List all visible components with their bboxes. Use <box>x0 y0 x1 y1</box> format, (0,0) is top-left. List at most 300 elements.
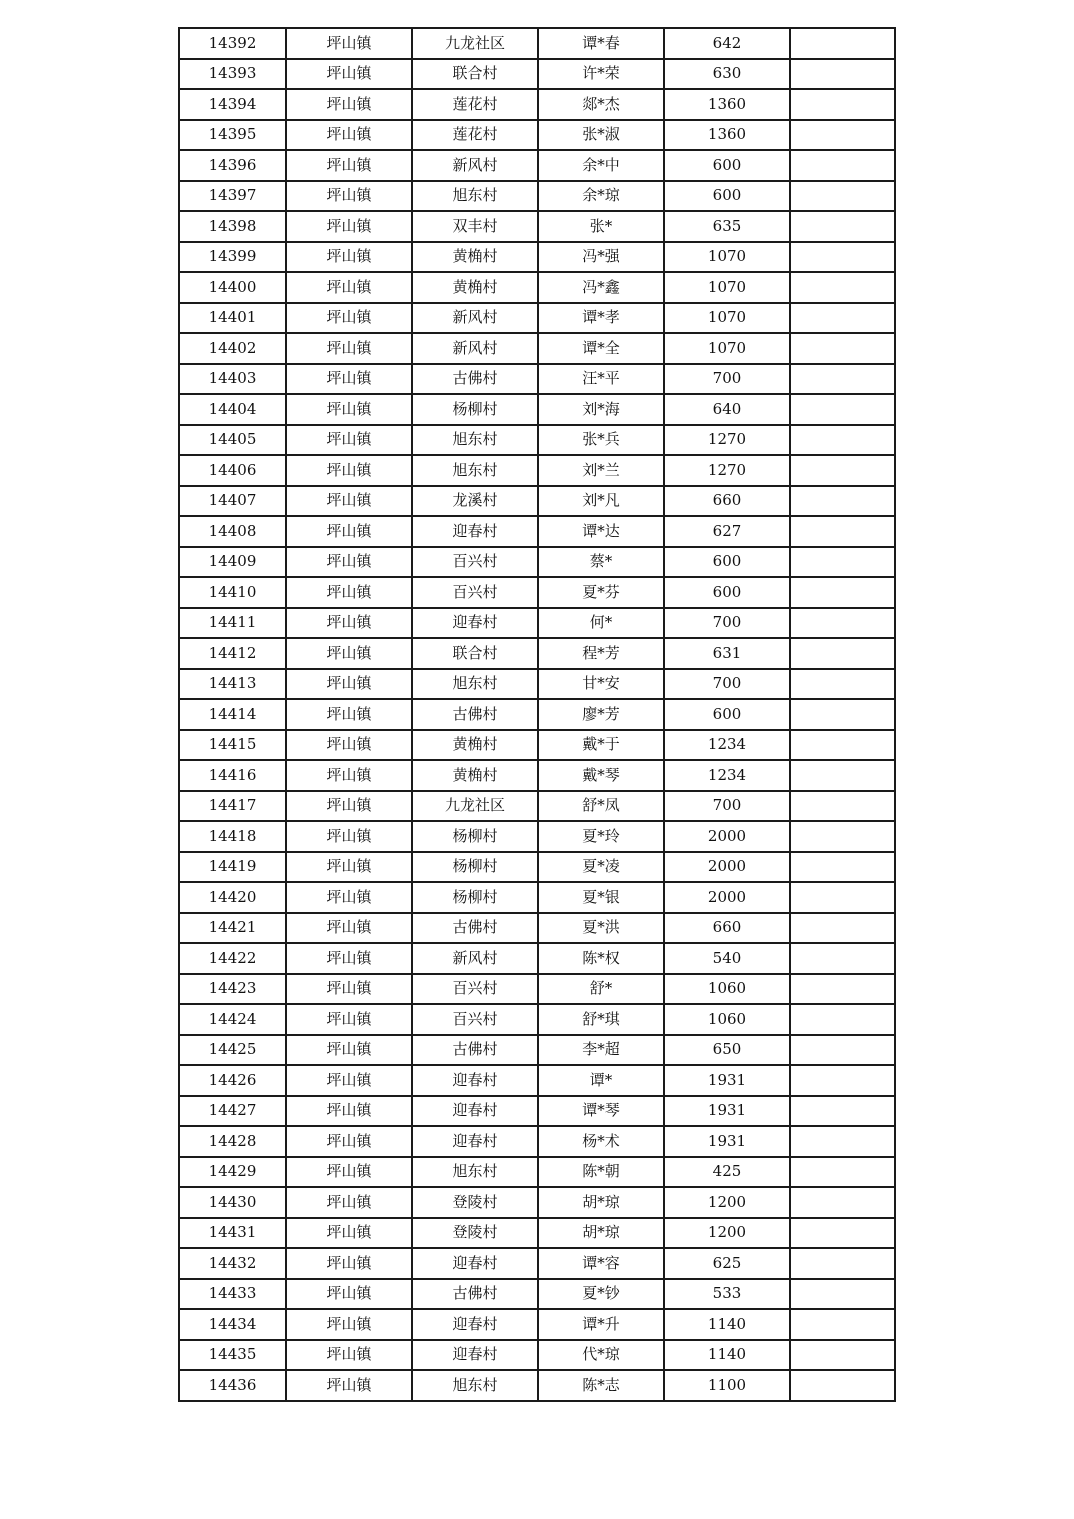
cell-village: 百兴村 <box>412 577 538 608</box>
table-row <box>179 150 895 181</box>
cell-serial-number: 14393 <box>179 59 286 90</box>
cell-note <box>790 547 895 578</box>
cell-town: 坪山镇 <box>286 1065 412 1096</box>
cell-serial-number: 14432 <box>179 1248 286 1279</box>
cell-serial-number: 14401 <box>179 303 286 334</box>
cell-town: 坪山镇 <box>286 211 412 242</box>
cell-village: 杨柳村 <box>412 394 538 425</box>
table-row <box>179 272 895 303</box>
cell-amount: 660 <box>664 486 790 517</box>
cell-serial-number: 14435 <box>179 1340 286 1371</box>
cell-note <box>790 1309 895 1340</box>
cell-serial-number: 14399 <box>179 242 286 273</box>
cell-name: 李*超 <box>538 1035 664 1066</box>
cell-village: 迎春村 <box>412 1126 538 1157</box>
cell-note <box>790 669 895 700</box>
cell-village: 莲花村 <box>412 120 538 151</box>
cell-note <box>790 303 895 334</box>
table-row <box>179 1370 895 1401</box>
table-row <box>179 760 895 791</box>
cell-name: 余*琼 <box>538 181 664 212</box>
cell-amount: 650 <box>664 1035 790 1066</box>
cell-name: 郯*杰 <box>538 89 664 120</box>
cell-name: 胡*琼 <box>538 1187 664 1218</box>
cell-town: 坪山镇 <box>286 913 412 944</box>
cell-town: 坪山镇 <box>286 1157 412 1188</box>
cell-town: 坪山镇 <box>286 1340 412 1371</box>
cell-name: 谭*琴 <box>538 1096 664 1127</box>
cell-name: 许*荣 <box>538 59 664 90</box>
cell-note <box>790 120 895 151</box>
table-row <box>179 1065 895 1096</box>
table-row <box>179 394 895 425</box>
cell-town: 坪山镇 <box>286 1187 412 1218</box>
cell-name: 代*琼 <box>538 1340 664 1371</box>
cell-serial-number: 14425 <box>179 1035 286 1066</box>
cell-note <box>790 943 895 974</box>
cell-town: 坪山镇 <box>286 364 412 395</box>
cell-note <box>790 974 895 1005</box>
cell-town: 坪山镇 <box>286 486 412 517</box>
cell-amount: 1200 <box>664 1187 790 1218</box>
cell-amount: 700 <box>664 791 790 822</box>
cell-amount: 2000 <box>664 852 790 883</box>
table-row <box>179 211 895 242</box>
cell-amount: 1060 <box>664 1004 790 1035</box>
cell-village: 百兴村 <box>412 974 538 1005</box>
cell-note <box>790 1065 895 1096</box>
cell-serial-number: 14396 <box>179 150 286 181</box>
cell-name: 谭*全 <box>538 333 664 364</box>
table-row <box>179 1340 895 1371</box>
cell-amount: 642 <box>664 28 790 59</box>
table-row <box>179 1035 895 1066</box>
cell-village: 迎春村 <box>412 516 538 547</box>
cell-name: 张* <box>538 211 664 242</box>
data-table <box>178 27 896 1402</box>
cell-amount: 631 <box>664 638 790 669</box>
cell-village: 九龙社区 <box>412 28 538 59</box>
cell-village: 旭东村 <box>412 181 538 212</box>
cell-serial-number: 14424 <box>179 1004 286 1035</box>
cell-name: 陈*朝 <box>538 1157 664 1188</box>
cell-serial-number: 14422 <box>179 943 286 974</box>
cell-serial-number: 14402 <box>179 333 286 364</box>
cell-town: 坪山镇 <box>286 516 412 547</box>
cell-amount: 600 <box>664 150 790 181</box>
cell-amount: 1070 <box>664 272 790 303</box>
cell-serial-number: 14413 <box>179 669 286 700</box>
cell-town: 坪山镇 <box>286 760 412 791</box>
cell-amount: 600 <box>664 547 790 578</box>
cell-note <box>790 1370 895 1401</box>
cell-name: 杨*术 <box>538 1126 664 1157</box>
cell-village: 黄桷村 <box>412 730 538 761</box>
table-row <box>179 1279 895 1310</box>
cell-name: 汪*平 <box>538 364 664 395</box>
table-row <box>179 699 895 730</box>
table-row <box>179 59 895 90</box>
cell-town: 坪山镇 <box>286 59 412 90</box>
cell-village: 杨柳村 <box>412 852 538 883</box>
cell-town: 坪山镇 <box>286 638 412 669</box>
cell-amount: 1200 <box>664 1218 790 1249</box>
cell-note <box>790 699 895 730</box>
cell-name: 刘*凡 <box>538 486 664 517</box>
cell-note <box>790 455 895 486</box>
cell-village: 新风村 <box>412 150 538 181</box>
cell-serial-number: 14417 <box>179 791 286 822</box>
cell-name: 谭*容 <box>538 1248 664 1279</box>
cell-name: 程*芳 <box>538 638 664 669</box>
cell-serial-number: 14430 <box>179 1187 286 1218</box>
table-row <box>179 333 895 364</box>
cell-village: 杨柳村 <box>412 882 538 913</box>
cell-amount: 700 <box>664 608 790 639</box>
table-row <box>179 608 895 639</box>
cell-village: 杨柳村 <box>412 821 538 852</box>
cell-town: 坪山镇 <box>286 882 412 913</box>
cell-village: 双丰村 <box>412 211 538 242</box>
cell-village: 新风村 <box>412 303 538 334</box>
table-row <box>179 242 895 273</box>
table-row <box>179 303 895 334</box>
cell-note <box>790 59 895 90</box>
cell-village: 旭东村 <box>412 455 538 486</box>
cell-village: 古佛村 <box>412 1035 538 1066</box>
cell-name: 夏*洪 <box>538 913 664 944</box>
cell-name: 夏*玲 <box>538 821 664 852</box>
cell-name: 谭*孝 <box>538 303 664 334</box>
cell-serial-number: 14394 <box>179 89 286 120</box>
table-row <box>179 1248 895 1279</box>
cell-note <box>790 333 895 364</box>
cell-note <box>790 394 895 425</box>
cell-amount: 660 <box>664 913 790 944</box>
cell-town: 坪山镇 <box>286 730 412 761</box>
cell-name: 陈*志 <box>538 1370 664 1401</box>
cell-serial-number: 14395 <box>179 120 286 151</box>
cell-village: 百兴村 <box>412 1004 538 1035</box>
cell-town: 坪山镇 <box>286 242 412 273</box>
table-row <box>179 1126 895 1157</box>
cell-note <box>790 913 895 944</box>
cell-village: 旭东村 <box>412 1157 538 1188</box>
cell-serial-number: 14398 <box>179 211 286 242</box>
cell-serial-number: 14426 <box>179 1065 286 1096</box>
table-body <box>179 28 895 1401</box>
cell-amount: 1140 <box>664 1340 790 1371</box>
cell-village: 登陵村 <box>412 1218 538 1249</box>
cell-town: 坪山镇 <box>286 425 412 456</box>
cell-note <box>790 1035 895 1066</box>
cell-name: 蔡* <box>538 547 664 578</box>
cell-note <box>790 730 895 761</box>
cell-amount: 625 <box>664 1248 790 1279</box>
table-row <box>179 1309 895 1340</box>
cell-amount: 1100 <box>664 1370 790 1401</box>
cell-town: 坪山镇 <box>286 89 412 120</box>
cell-town: 坪山镇 <box>286 821 412 852</box>
cell-serial-number: 14423 <box>179 974 286 1005</box>
cell-town: 坪山镇 <box>286 1035 412 1066</box>
cell-town: 坪山镇 <box>286 1126 412 1157</box>
table-row <box>179 120 895 151</box>
cell-serial-number: 14407 <box>179 486 286 517</box>
cell-town: 坪山镇 <box>286 1248 412 1279</box>
cell-serial-number: 14428 <box>179 1126 286 1157</box>
cell-serial-number: 14397 <box>179 181 286 212</box>
cell-name: 舒*琪 <box>538 1004 664 1035</box>
cell-town: 坪山镇 <box>286 608 412 639</box>
cell-name: 冯*鑫 <box>538 272 664 303</box>
cell-village: 黄桷村 <box>412 242 538 273</box>
cell-town: 坪山镇 <box>286 394 412 425</box>
cell-note <box>790 1157 895 1188</box>
cell-name: 谭* <box>538 1065 664 1096</box>
cell-serial-number: 14414 <box>179 699 286 730</box>
cell-village: 新风村 <box>412 333 538 364</box>
cell-name: 刘*海 <box>538 394 664 425</box>
cell-village: 古佛村 <box>412 699 538 730</box>
table-row <box>179 1157 895 1188</box>
cell-town: 坪山镇 <box>286 791 412 822</box>
cell-note <box>790 181 895 212</box>
cell-serial-number: 14405 <box>179 425 286 456</box>
cell-town: 坪山镇 <box>286 1004 412 1035</box>
cell-amount: 1140 <box>664 1309 790 1340</box>
table-row <box>179 1218 895 1249</box>
cell-town: 坪山镇 <box>286 28 412 59</box>
cell-serial-number: 14418 <box>179 821 286 852</box>
cell-amount: 2000 <box>664 821 790 852</box>
cell-amount: 630 <box>664 59 790 90</box>
cell-town: 坪山镇 <box>286 943 412 974</box>
cell-amount: 1360 <box>664 89 790 120</box>
cell-note <box>790 760 895 791</box>
cell-village: 龙溪村 <box>412 486 538 517</box>
cell-town: 坪山镇 <box>286 1309 412 1340</box>
table-row <box>179 181 895 212</box>
cell-town: 坪山镇 <box>286 272 412 303</box>
table-row <box>179 455 895 486</box>
cell-serial-number: 14406 <box>179 455 286 486</box>
cell-name: 余*中 <box>538 150 664 181</box>
table-row <box>179 821 895 852</box>
cell-note <box>790 1126 895 1157</box>
table-row <box>179 577 895 608</box>
cell-name: 夏*钞 <box>538 1279 664 1310</box>
cell-name: 刘*兰 <box>538 455 664 486</box>
cell-village: 迎春村 <box>412 608 538 639</box>
cell-village: 古佛村 <box>412 913 538 944</box>
cell-amount: 1360 <box>664 120 790 151</box>
cell-amount: 1070 <box>664 333 790 364</box>
table-row <box>179 943 895 974</box>
cell-name: 谭*升 <box>538 1309 664 1340</box>
cell-amount: 1931 <box>664 1096 790 1127</box>
cell-note <box>790 821 895 852</box>
table-row <box>179 516 895 547</box>
cell-village: 迎春村 <box>412 1065 538 1096</box>
cell-serial-number: 14411 <box>179 608 286 639</box>
cell-serial-number: 14419 <box>179 852 286 883</box>
cell-serial-number: 14412 <box>179 638 286 669</box>
cell-village: 黄桷村 <box>412 272 538 303</box>
cell-village: 联合村 <box>412 59 538 90</box>
cell-town: 坪山镇 <box>286 1370 412 1401</box>
table-row <box>179 547 895 578</box>
cell-town: 坪山镇 <box>286 547 412 578</box>
cell-amount: 540 <box>664 943 790 974</box>
cell-name: 夏*凌 <box>538 852 664 883</box>
cell-note <box>790 1340 895 1371</box>
cell-village: 古佛村 <box>412 1279 538 1310</box>
table-row <box>179 974 895 1005</box>
cell-amount: 1931 <box>664 1126 790 1157</box>
cell-town: 坪山镇 <box>286 1218 412 1249</box>
table-row <box>179 913 895 944</box>
table-row <box>179 425 895 456</box>
cell-name: 夏*芬 <box>538 577 664 608</box>
cell-town: 坪山镇 <box>286 150 412 181</box>
cell-name: 胡*琼 <box>538 1218 664 1249</box>
cell-note <box>790 1248 895 1279</box>
cell-note <box>790 608 895 639</box>
table-row <box>179 1004 895 1035</box>
cell-amount: 1070 <box>664 242 790 273</box>
cell-amount: 600 <box>664 699 790 730</box>
table-row <box>179 882 895 913</box>
cell-serial-number: 14408 <box>179 516 286 547</box>
cell-amount: 700 <box>664 669 790 700</box>
cell-note <box>790 1279 895 1310</box>
cell-town: 坪山镇 <box>286 1279 412 1310</box>
cell-town: 坪山镇 <box>286 669 412 700</box>
cell-village: 迎春村 <box>412 1248 538 1279</box>
cell-note <box>790 89 895 120</box>
table-row <box>179 669 895 700</box>
cell-note <box>790 1187 895 1218</box>
cell-serial-number: 14431 <box>179 1218 286 1249</box>
cell-note <box>790 28 895 59</box>
cell-note <box>790 791 895 822</box>
cell-amount: 627 <box>664 516 790 547</box>
cell-amount: 1270 <box>664 455 790 486</box>
cell-note <box>790 486 895 517</box>
cell-town: 坪山镇 <box>286 333 412 364</box>
table-row <box>179 89 895 120</box>
cell-village: 百兴村 <box>412 547 538 578</box>
cell-note <box>790 852 895 883</box>
cell-note <box>790 272 895 303</box>
table-row <box>179 852 895 883</box>
cell-note <box>790 211 895 242</box>
table-row <box>179 730 895 761</box>
cell-town: 坪山镇 <box>286 974 412 1005</box>
cell-town: 坪山镇 <box>286 120 412 151</box>
cell-name: 舒* <box>538 974 664 1005</box>
cell-village: 古佛村 <box>412 364 538 395</box>
cell-town: 坪山镇 <box>286 455 412 486</box>
table-row <box>179 364 895 395</box>
cell-amount: 600 <box>664 181 790 212</box>
table-row <box>179 791 895 822</box>
cell-note <box>790 577 895 608</box>
cell-serial-number: 14404 <box>179 394 286 425</box>
table-row <box>179 1096 895 1127</box>
cell-amount: 1060 <box>664 974 790 1005</box>
cell-name: 廖*芳 <box>538 699 664 730</box>
cell-village: 旭东村 <box>412 669 538 700</box>
cell-serial-number: 14403 <box>179 364 286 395</box>
cell-note <box>790 150 895 181</box>
cell-note <box>790 364 895 395</box>
cell-serial-number: 14434 <box>179 1309 286 1340</box>
cell-amount: 2000 <box>664 882 790 913</box>
cell-serial-number: 14420 <box>179 882 286 913</box>
cell-amount: 425 <box>664 1157 790 1188</box>
cell-amount: 1234 <box>664 730 790 761</box>
cell-village: 登陵村 <box>412 1187 538 1218</box>
cell-amount: 1270 <box>664 425 790 456</box>
cell-village: 新风村 <box>412 943 538 974</box>
cell-note <box>790 1096 895 1127</box>
cell-serial-number: 14421 <box>179 913 286 944</box>
cell-name: 戴*于 <box>538 730 664 761</box>
cell-note <box>790 638 895 669</box>
cell-name: 谭*达 <box>538 516 664 547</box>
cell-note <box>790 882 895 913</box>
document-sheet <box>178 27 894 1402</box>
table-row <box>179 486 895 517</box>
cell-village: 迎春村 <box>412 1096 538 1127</box>
table-row <box>179 638 895 669</box>
cell-amount: 1234 <box>664 760 790 791</box>
cell-amount: 700 <box>664 364 790 395</box>
cell-name: 何* <box>538 608 664 639</box>
cell-village: 联合村 <box>412 638 538 669</box>
table-row <box>179 1187 895 1218</box>
cell-town: 坪山镇 <box>286 852 412 883</box>
cell-amount: 1931 <box>664 1065 790 1096</box>
cell-note <box>790 425 895 456</box>
cell-name: 夏*银 <box>538 882 664 913</box>
cell-town: 坪山镇 <box>286 181 412 212</box>
cell-town: 坪山镇 <box>286 1096 412 1127</box>
cell-amount: 635 <box>664 211 790 242</box>
table-row <box>179 28 895 59</box>
cell-town: 坪山镇 <box>286 303 412 334</box>
cell-note <box>790 1218 895 1249</box>
cell-town: 坪山镇 <box>286 699 412 730</box>
cell-serial-number: 14416 <box>179 760 286 791</box>
cell-serial-number: 14392 <box>179 28 286 59</box>
cell-note <box>790 1004 895 1035</box>
cell-amount: 1070 <box>664 303 790 334</box>
cell-note <box>790 242 895 273</box>
cell-village: 黄桷村 <box>412 760 538 791</box>
cell-name: 冯*强 <box>538 242 664 273</box>
cell-serial-number: 14427 <box>179 1096 286 1127</box>
cell-serial-number: 14429 <box>179 1157 286 1188</box>
cell-serial-number: 14436 <box>179 1370 286 1401</box>
cell-name: 陈*权 <box>538 943 664 974</box>
cell-amount: 600 <box>664 577 790 608</box>
cell-name: 张*淑 <box>538 120 664 151</box>
cell-name: 甘*安 <box>538 669 664 700</box>
cell-village: 迎春村 <box>412 1309 538 1340</box>
